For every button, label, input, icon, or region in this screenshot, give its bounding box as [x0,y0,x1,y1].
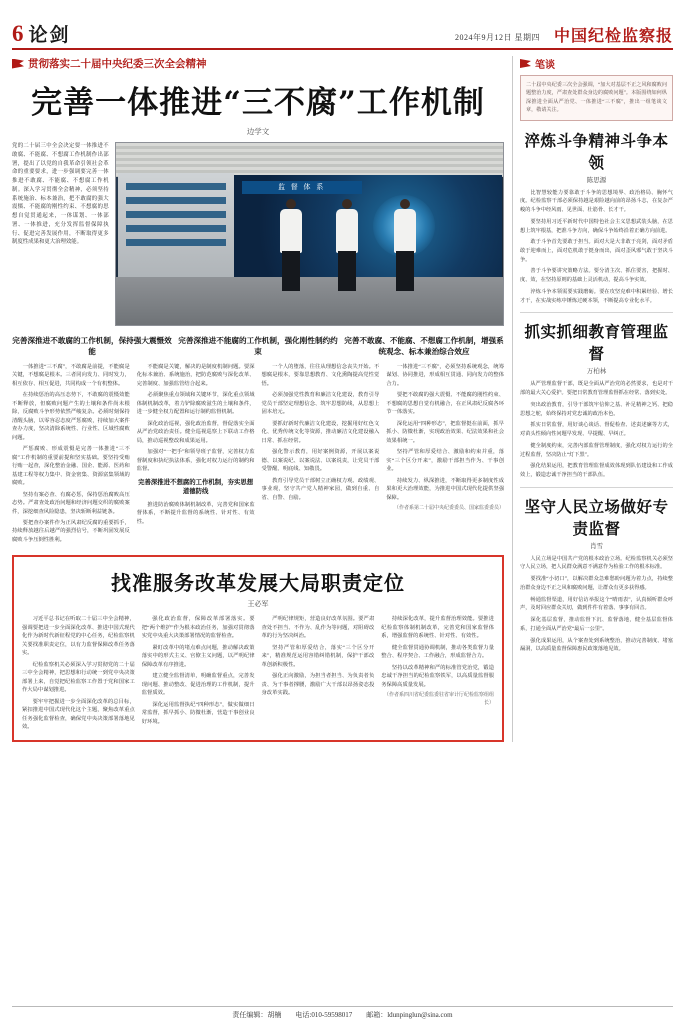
rail-article-title: 坚守人民立场做好专责监督 [524,498,669,538]
rail-article [520,320,673,479]
flag-icon [12,59,24,69]
subhead: 完善不敢腐、不能腐、不想腐工作机制，增强系统观念、标本兼治综合效应 [344,336,504,356]
rail-article-body [520,555,673,654]
photo-person [392,199,418,291]
left-main-column [12,56,504,742]
boxed-article [12,555,504,742]
paragraph: 强化结果运用，把教育管理监督成效体现到队伍建设和工作成效上，锻造忠诚干净担当的干部队伍。 [520,463,673,478]
right-rail [512,56,673,742]
paragraph: 严惩腐败、形成震慑是完善一体推进“三不腐”工作机制的重要前提和坚实基础。要坚持受贿行贿一起查，深化整治金融、国企、能源、医药和基建工程等权力集中、资金密集、资源富集领域的腐败。 [12,446,130,487]
paragraph: 淬炼斗争本领需要实践磨砺。要在攻坚克难中积累经验、增长才干，在实战实练中锤炼过硬本领，不断提高专业化水平。 [520,288,673,304]
page-number: 6 [12,21,24,46]
paragraph: 严明纪律规矩，营造良好改革氛围。要严肃查处不担当、不作为、乱作为等问题，对阻碍改革的行为坚决纠治。 [261,616,375,640]
divider [520,487,673,488]
paragraph: 善于斗争要讲究策略方法。要分清主次、抓住要害，把握时、度、效，在坚持原则的基础上灵活机动，提高斗争实效。 [520,268,673,284]
paragraph: 要把不敢腐的强大震慑、不能腐的刚性约束、不想腐的思想自觉有机融合，在正风肃纪反腐各环节一体落实。 [386,392,504,416]
paragraph: 坚持严管和厚爱结合，落实“三个区分开来”，精准规范运用容错纠错机制，保护干部改革创新积极性。 [261,644,375,668]
article-photo [115,142,504,326]
footer-email: 邮箱：ldunpinglun@sina.com [366,1011,453,1019]
rail-article-title: 淬炼斗争精神斗争本领 [524,132,669,172]
paragraph: 一体推进“三不腐”，必须坚持系统观念，统筹谋划、协同推进，形成相互贯通、同向发力的整体合力。 [386,364,504,387]
paragraph: 人民立场是中国共产党的根本政治立场。纪检监察机关必须坚守人民立场，把人民群众满意不满意作为检验工作的根本标准。 [520,555,673,571]
paragraph: 畅通监督渠道，用好信访举报这个“晴雨表”，认真倾听群众呼声，及时回应群众关切，做到件件有着落、事事有回音。 [520,596,673,612]
paragraph: 强化警示教育，用好案例资源，开展以案说德、以案说纪、以案说法、以案说责，让党员干部受警醒、明底线、知敬畏。 [261,449,380,473]
boxed-article-title: 找准服务改革发展大局职责定位 [111,573,405,596]
photo-floor [116,277,503,325]
paragraph: 持续发力、纵深推进，不断取得更多制度性成果和更大治理效能，为推进中国式现代化提供坚强保障。 [386,477,504,501]
boxed-article-columns [22,615,494,734]
paragraph: 习近平总书记在听取二十届三中全会精神，强调要把进一步全面深化改革、推进中国式现代化作为新时代新征程党的中心任务，纪检监察机关要找准职责定位，以有力监督保障改革任务落实。 [22,616,135,657]
text-column [137,363,255,547]
paragraph: 深化政治巡视，强化政治监督，督促落实全面从严治党政治责任。健全巡视巡察上下联动工作格局，推动巡视整改和成果运用。 [136,420,255,444]
paragraph: 坚持以改革精神和严的标准管党治党，锻造忠诚干净担当的纪检监察铁军，以高质量监督服务保障高质量发展。 [381,664,494,688]
divider [520,312,673,313]
paragraph: 要牢牢把握进一步全面深化改革的总目标，紧扣推进中国式现代化这个主题，聚焦改革重点任务强化监督检查，确保党中央决策部署落地见效。 [22,698,135,730]
author-credit: （作者系第二十届中央纪委委员、国家监委委员） [393,506,504,512]
paragraph: 健全监督贯通协调机制，推动各类监督力量整合、程序契合、工作融合，形成监督合力。 [381,644,494,660]
photo-person [278,199,304,291]
byline: 边学文 [246,127,270,136]
rail-article-author: 万柏林 [586,368,607,376]
lede-block [12,142,504,326]
paragraph: 健全制度约束，完善内部监督管理制度，强化对权力运行的全过程监督，坚决防止“灯下黑”。 [520,442,673,458]
inline-subhead: 完善深推进不想腐的工作机制，夯实思想道德防线 [138,478,254,495]
article-kicker [12,56,504,71]
paragraph: 深化基层监督，推动监督下沉、监督落地，健全基层监督体系，打通全面从严治党“最后一公里”。 [520,617,673,632]
footer-phone: 电话:010-59598017 [295,1011,353,1019]
subhead-row [12,335,504,357]
paragraph: 敢于斗争首先要敢于担当。面对大是大非敢于亮剑，面对矛盾敢于迎难而上，面对危机敢于挺身而出，面对歪风邪气敢于坚决斗争。 [520,239,673,263]
rail-article [520,129,673,306]
paragraph: 必须加强党性教育和廉洁文化建设，教育引导党员干部坚定理想信念、筑牢思想防线，从思想上固本培元。 [261,392,380,416]
author-credit: （作者系四川省纪委监委驻省审计厅纪检监察组组长） [383,693,494,707]
paragraph: 深化运用监督执纪“四种形态”，做实做细日常监督，抓早抓小、防微杜渐，营造干事创业良好环境。 [141,701,255,725]
rail-article-title: 抓实抓细教育管理监督 [524,324,669,364]
page-footer [12,1006,673,1020]
photo-ceiling [116,143,503,177]
paragraph: 教育引导党员干部树立正确权力观、政绩观、事业观，坚守共产党人精神家园，做到自重、自省、自警、自励。 [261,477,380,501]
photo-banner: 监 督 体 系 [242,181,362,194]
paragraph: 突出政治教育，引导干部筑牢信仰之基、补足精神之钙、把稳思想之舵，始终保持对党忠诚的政治本色。 [520,401,673,417]
paragraph: 紧盯改革中的堵点难点问题，推动解决政策落实中的形式主义、官僚主义问题，以严明纪律保障改革有序推进。 [141,644,255,668]
paragraph: 推进防治腐败体制机制改革，完善党和国家监督体系，不断提升监督的系统性、针对性、有效性。 [136,501,255,525]
rail-section-label [520,56,673,71]
text-column [262,615,375,734]
subhead: 完善深推进不敢腐的工作机制，保持强大震慑效能 [12,336,172,356]
paragraph: 加强对“一把手”和领导班子监督，完善权力监督制度和执纪执法体系，强化对权力运行的制约和监督。 [136,449,255,473]
text-column [142,615,255,734]
rail-article-body [520,189,673,306]
kicker-label: 贯彻落实二十届中央纪委三次全会精神 [28,59,207,70]
subhead: 完善深推进不能腐的工作机制，强化刚性制约约束 [178,336,338,356]
rail-article-body [520,380,673,479]
text-column [22,615,135,734]
paragraph: 坚持严管和厚爱结合、激励和约束并重，落实“三个区分开来”，激励干部担当作为、干事创业。 [386,449,504,473]
photo-left-panel [118,173,234,283]
photo-person [334,199,360,291]
text-column [386,363,504,547]
section-name: 论剑 [28,25,71,46]
paragraph: 纪检监察机关必须深入学习贯彻党的二十届三中全会精神，把思想和行动统一到党中央决策部署上来，自觉把纪检监察工作置于党和国家工作大局中谋划推进。 [22,661,135,694]
paragraph: 坚持有案必查、有腐必惩，保持惩治腐败高压态势。严肃查处政治问题和经济问题交织的腐败案件，深挖细查风险隐患，坚决斩断利益链条。 [12,491,130,515]
paragraph: 一体推进“三不腐”，不敢腐是前提，不能腐是关键，不想腐是根本。三者同向发力、同时发力，相互依存、相互促进，共同构成一个有机整体。 [12,364,130,387]
paragraph: 建立健全监督清单，明确监督重点，完善发现问题、推动整改、促进治理的工作机制，提升监督质效。 [141,673,255,697]
paragraph: 比智慧较能力要靠敢于斗争的思想境界、政治格局、胸怀气度。纪检监察干部必须保持越是艰险越向前的昂扬斗志，在复杂严峻的斗争中经风雨、见世面、壮筋骨、长才干。 [520,189,673,214]
paragraph: 深化运用“四种形态”，把监督挺在前面，抓早抓小、防微杜渐，实现政治效果、纪法效果和社会效果相统一。 [386,420,504,444]
text-column [381,615,494,734]
paragraph: 一个人的堕落，往往从理想信念丧失开始。不想腐是根本，要靠思想教育、文化熏陶提高党性觉悟。 [261,364,380,387]
text-column [262,363,380,547]
paragraph: 抓实日常监督，用好谈心谈话、督促检查、述责述廉等方式，对苗头性倾向性问题早发现、早提醒、早纠正。 [520,422,673,438]
page-body [12,56,673,742]
paragraph: 必须聚焦重点领域和关键环节，深化重点领域体制机制改革，着力铲除腐败滋生的土壤和条件，进一步健全权力配置和运行制约监督机制。 [136,392,255,416]
footer-editor: 责任编辑：胡楠 [232,1011,282,1019]
rail-article-author: 肖雪 [590,542,603,550]
paragraph: 从严管理监督干部，既是全面从严治党的必然要求，也是对干部的最大关心爱护。要把日常教育管理监督抓在经常、落到实处。 [520,381,673,397]
paragraph: 不能腐是关键，解决的是制度机制问题。要深化标本兼治、系统施治，把防范腐败与深化改革、完善制度、加强监管结合起来。 [136,364,255,387]
publication-date: 2024年9月12日 星期四 [454,33,540,42]
paragraph: 持续深化改革，提升监督治理效能。要推进纪检监察体制机制改革，完善党和国家监督体系，增强监督的系统性、针对性、有效性。 [381,616,494,640]
paragraph: 要抓好新时代廉洁文化建设，挖掘用好红色文化、优秀传统文化等资源，推动廉洁文化建设融入日常、抓在经常。 [261,420,380,444]
page-title: 完善一体推进“三不腐”工作机制 [31,85,485,121]
rail-lead-note: 二十届中央纪委三次全会强调，“加大对基层不正之风和腐败问题整治力度，严肃查处群众身边的腐败问题”。本版围绕如何纵深推进全面从严治党、一体推进“三不腐”，推出一组笔谈文章，敬请关注。 [520,75,673,121]
flag-icon [520,59,531,68]
paragraph: 要把查办案件作为正风肃纪反腐的重要抓手，持续释放越往后越严的强烈信号，不断巩固发展反腐败斗争压倒性胜利。 [12,519,130,543]
paragraph: 强化政治监督，保障改革部署落实。要把“两个维护”作为根本政治任务，加强对贯彻落实党中央重大决策部署情况的监督检查。 [141,616,255,640]
paragraph: 要找准“小切口”，以解决群众急难愁盼问题为着力点，持续整治群众身边不正之风和腐败问题，让群众有更多获得感。 [520,576,673,591]
paragraph: 要坚持用习近平新时代中国特色社会主义思想武装头脑，在思想上筑牢根基，把准斗争方向，确保斗争始终沿着正确方向前进。 [520,218,673,234]
top-article-columns [12,363,504,547]
rail-article-author: 陈思源 [586,176,607,184]
paragraph: 在持续惩治的高压态势下，不敢腐的震慑效能不断释放，但腐败问题产生的土壤和条件尚未根除，反腐败斗争形势依然严峻复杂。必须时刻保持清醒头脑，以零容忍态度严惩腐败，持续加大案件查办力度，坚决清除系统性、行业性、区域性腐败问题。 [12,392,130,441]
paragraph: 强化成果运用，从个案查处到系统整治，推动完善制度、堵塞漏洞，以高质量监督保障惠民政策落地见效。 [520,637,673,653]
paragraph: 强化正向激励，为担当者担当、为负责者负责、为干事者撑腰，激励广大干部以昂扬姿态投身改革实践。 [261,673,375,697]
paper-logo: 中国纪检监察报 [553,28,673,45]
rail-article [520,495,673,654]
boxed-article-byline: 王必军 [247,600,269,609]
rail-section-text: 笔谈 [535,60,555,71]
lede-text: 党的二十届三中全会决定要一体推进不敢腐、不能腐、不想腐工作机制作出部署，提出了以党的自我革命引领社会革命的重要要求，进一步强调要完善一体推进不敢腐、不能腐、不想腐工作机制。深入学习贯彻全会精神，必须坚持系统施治、标本兼治，把不敢腐的强大震慑、不能腐的刚性约束、不想腐的思想自觉贯通起来，一体谋划、一体部署、一体推进，充分发挥监督保障执行、促进完善发展作用，不断取得更多制度性成果和更大治理效能。 [12,143,109,246]
masthead [12,0,673,50]
text-column [12,363,130,547]
